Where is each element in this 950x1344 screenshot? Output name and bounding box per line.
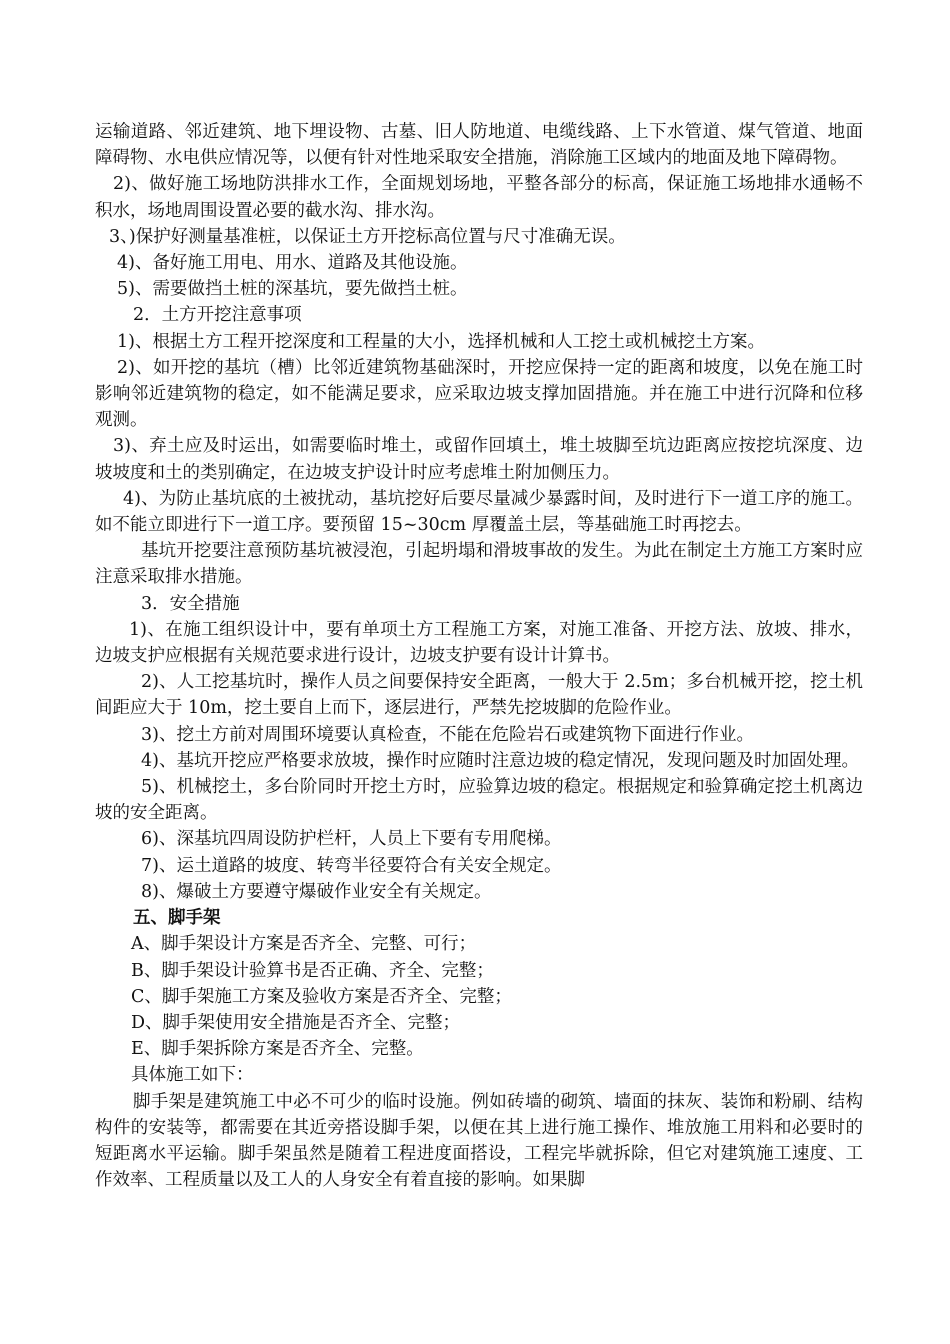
section-heading-safety-measures: 3．安全措施: [141, 593, 240, 614]
paragraph-utilities: 4)、备好施工用电、用水、道路及其他设施。: [117, 253, 468, 274]
checklist-item-c: C、脚手架施工方案及验收方案是否齐全、完整；: [131, 986, 512, 1007]
paragraph-scaffolding-description: 脚手架是建筑施工中必不可少的临时设施。例如砖墙的砌筑、墙面的抹灰、装饰和粉刷、结构构件的安装等，都需要在其近旁搭设脚手架，以便在其上进行施工操作、堆放施工用料和必要时的短距离水平运输。脚手架虽然是随着工程进度面搭设，工程完毕就拆除，但它对建筑施工速度、工作效率、工程质量以及工人的人身安全有着直接的影响。如果脚: [95, 1091, 863, 1191]
paragraph-survey-stakes: 3、)保护好测量基准桩，以保证土方开挖标高位置与尺寸准确无误。: [109, 226, 626, 247]
paragraph-adjacent-buildings: 2)、如开挖的基坑（槽）比邻近建筑物基础深时，开挖应保持一定的距离和坡度，以免在施工时影响邻近建筑物的稳定，如不能满足要求，应采取边坡支撑加固措施。并在施工中进行沉降和位移观测。: [95, 357, 863, 431]
paragraph-construction-intro: 具体施工如下：: [131, 1065, 254, 1086]
paragraph-pit-flooding: 基坑开挖要注意预防基坑被浸泡，引起坍塌和滑坡事故的发生。为此在制定土方施工方案时应注意采取排水措施。: [95, 541, 863, 588]
paragraph-spoil-removal: 3)、弃土应及时运出，如需要临时堆土，或留作回填土，堆土坡脚至坑边距离应按挖坑深度、边坡坡度和土的类别确定，在边坡支护设计时应考虑堆土附加侧压力。: [95, 436, 863, 483]
paragraph-safety-2: 2)、人工挖基坑时，操作人员之间要保持安全距离，一般大于 2.5m；多台机械开挖，挖土机间距应大于 10m，挖土要自上而下，逐层进行，严禁先挖坡脚的危险作业。: [95, 672, 863, 719]
paragraph-retaining-piles: 5)、需要做挡土桩的深基坑，要先做挡土桩。: [117, 279, 468, 300]
checklist-item-b: B、脚手架设计验算书是否正确、齐全、完整；: [131, 960, 494, 981]
checklist-item-d: D、脚手架使用安全措施是否齐全、完整；: [131, 1012, 461, 1033]
paragraph-safety-1: 1)、在施工组织设计中，要有单项土方工程施工方案，对施工准备、开挖方法、放坡、排水，边坡支护应根据有关规范要求进行设计，边坡支护要有设计计算书。: [95, 619, 863, 667]
paragraph-safety-4: 4)、基坑开挖应严格要求放坡，操作时应随时注意边坡的稳定情况，发现问题及时加固处理。: [141, 750, 859, 771]
section-heading-scaffolding: 五、脚手架: [133, 908, 221, 929]
paragraph-safety-5: 5)、机械挖土，多台阶同时开挖土方时，应验算边坡的稳定。根据规定和验算确定挖土机离边坡的安全距离。: [95, 777, 863, 824]
paragraph-site-survey-continued: 运输道路、邻近建筑、地下埋设物、古墓、旧人防地道、电缆线路、上下水管道、煤气管道、地面障碍物、水电供应情况等，以便有针对性地采取安全措施，消除施工区域内的地面及地下障碍物。: [95, 122, 863, 169]
paragraph-safety-8: 8)、爆破土方要遵守爆破作业安全有关规定。: [141, 881, 492, 902]
checklist-item-a: A、脚手架设计方案是否齐全、完整、可行；: [131, 934, 477, 955]
paragraph-pit-bottom: 4)、为防止基坑底的土被扰动，基坑挖好后要尽量减少暴露时间，及时进行下一道工序的施工。如不能立即进行下一道工序。要预留 15~30cm 厚覆盖土层，等基础施工时再挖去。: [95, 488, 863, 536]
paragraph-safety-3: 3)、挖土方前对周围环境要认真检查，不能在危险岩石或建筑物下面进行作业。: [141, 724, 754, 745]
paragraph-drainage: 2)、做好施工场地防洪排水工作，全面规划场地，平整各部分的标高，保证施工场地排水通畅不积水，场地周围设置必要的截水沟、排水沟。: [95, 174, 863, 221]
checklist-item-e: E、脚手架拆除方案是否齐全、完整。: [131, 1039, 424, 1060]
paragraph-safety-6: 6)、深基坑四周设防护栏杆，人员上下要有专用爬梯。: [141, 829, 562, 850]
section-heading-excavation-notes: 2．土方开挖注意事项: [133, 305, 302, 326]
document-body: [95, 119, 863, 1193]
paragraph-safety-7: 7)、运土道路的坡度、转弯半径要符合有关安全规定。: [141, 855, 562, 876]
paragraph-excavation-plan: 1)、根据土方工程开挖深度和工程量的大小，选择机械和人工挖土或机械挖土方案。: [117, 331, 765, 352]
